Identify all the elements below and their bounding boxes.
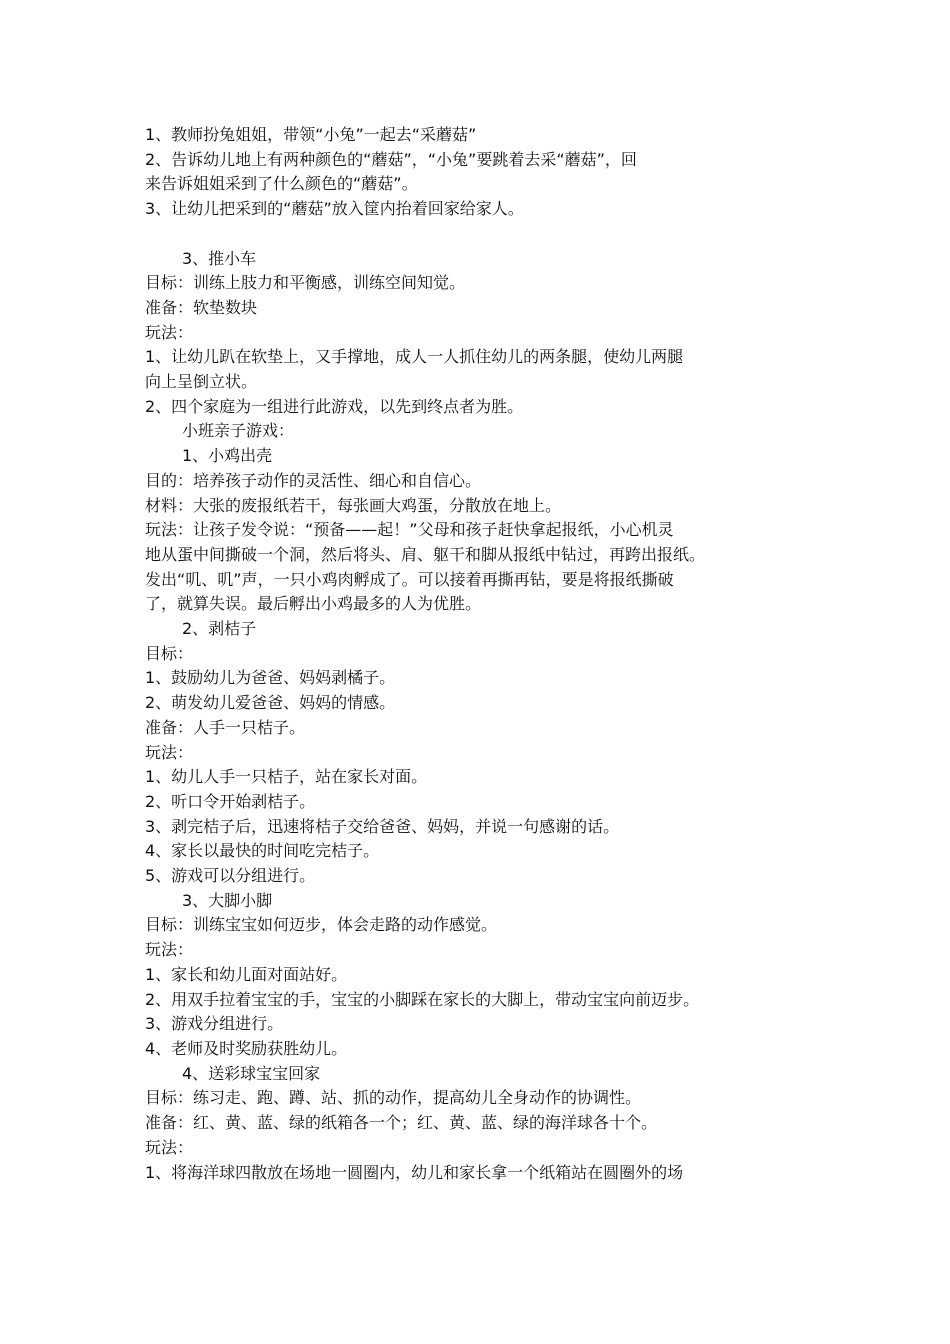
text-line: 1、让幼儿趴在软垫上，又手撑地，成人一人抓住幼儿的两条腿，使幼儿两腿 (145, 347, 684, 367)
text-line: 3、剥完桔子后，迅速将桔子交给爸爸、妈妈，并说一句感谢的话。 (145, 816, 620, 836)
text-line: 2、四个家庭为一组进行此游戏，以先到终点者为胜。 (145, 396, 524, 416)
text-line: 1、将海洋球四散放在场地一圆圈内，幼儿和家长拿一个纸箱站在圆圈外的场 (145, 1162, 684, 1182)
text-line: 了，就算失误。最后孵出小鸡最多的人为优胜。 (145, 594, 482, 614)
text-line: 目标：练习走、跑、蹲、站、抓的动作，提高幼儿全身动作的协调性。 (145, 1088, 642, 1108)
text-line: 玩法： (145, 1137, 194, 1157)
text-line: 3、让幼儿把采到的“蘑菇”放入筐内抬着回家给家人。 (145, 199, 524, 219)
text-line: 3、游戏分组进行。 (145, 1014, 284, 1034)
section-heading: 3、大脚小脚 (182, 890, 273, 910)
text-line: 向上呈倒立状。 (145, 372, 258, 392)
text-line: 1、鼓励幼儿为爸爸、妈妈剥橘子。 (145, 668, 396, 688)
text-line: 材料：大张的废报纸若干，每张画大鸡蛋，分散放在地上。 (145, 495, 562, 515)
text-line: 1、家长和幼儿面对面站好。 (145, 964, 348, 984)
text-line: 玩法：让孩子发令说：“预备——起！”父母和孩子赶快拿起报纸，小心机灵 (145, 520, 674, 540)
text-line: 1、教师扮兔姐姐，带领“小兔”一起去“采蘑菇” (145, 125, 477, 144)
text-line: 目标：训练上肢力和平衡感，训练空间知觉。 (145, 273, 466, 293)
blank-line (145, 222, 815, 247)
text-line: 发出“叽、叽”声，一只小鸡肉孵成了。可以接着再撕再钻，要是将报纸撕破 (145, 569, 674, 589)
text-line: 5、游戏可以分组进行。 (145, 866, 316, 886)
text-line: 2、用双手拉着宝宝的手，宝宝的小脚踩在家长的大脚上，带动宝宝向前迈步。 (145, 989, 700, 1009)
section-heading: 小班亲子游戏： (182, 421, 295, 441)
text-line: 4、家长以最快的时间吃完桔子。 (145, 841, 380, 861)
text-line: 2、听口令开始剥桔子。 (145, 791, 316, 811)
text-line: 玩法： (145, 940, 194, 960)
text-line: 准备：人手一只桔子。 (145, 717, 306, 737)
text-line: 2、萌发幼儿爱爸爸、妈妈的情感。 (145, 693, 396, 713)
document-page (145, 123, 815, 1185)
text-line: 目的：培养孩子动作的灵活性、细心和自信心。 (145, 470, 482, 490)
section-heading: 3、推小车 (182, 248, 257, 268)
section-heading: 4、送彩球宝宝回家 (182, 1063, 321, 1083)
text-line: 目标： (145, 643, 194, 663)
text-line: 准备：软垫数块 (145, 297, 258, 317)
text-line: 玩法： (145, 322, 194, 342)
text-line: 准备：红、黄、蓝、绿的纸箱各一个；红、黄、蓝、绿的海洋球各十个。 (145, 1113, 658, 1133)
text-line: 地从蛋中间撕破一个洞，然后将头、肩、躯干和脚从报纸中钻过，再跨出报纸。 (145, 544, 706, 564)
text-line: 来告诉姐姐采到了什么颜色的“蘑菇”。 (145, 174, 418, 194)
section-heading: 2、剥桔子 (182, 619, 257, 639)
text-line: 1、幼儿人手一只桔子，站在家长对面。 (145, 767, 428, 787)
text-line: 4、老师及时奖励获胜幼儿。 (145, 1039, 348, 1058)
text-line: 玩法： (145, 742, 194, 762)
text-line: 目标：训练宝宝如何迈步，体会走路的动作感觉。 (145, 915, 498, 935)
section-heading: 1、小鸡出壳 (182, 446, 273, 466)
text-line: 2、告诉幼儿地上有两种颜色的“蘑菇”，“小兔”要跳着去采“蘑菇”，回 (145, 149, 637, 169)
